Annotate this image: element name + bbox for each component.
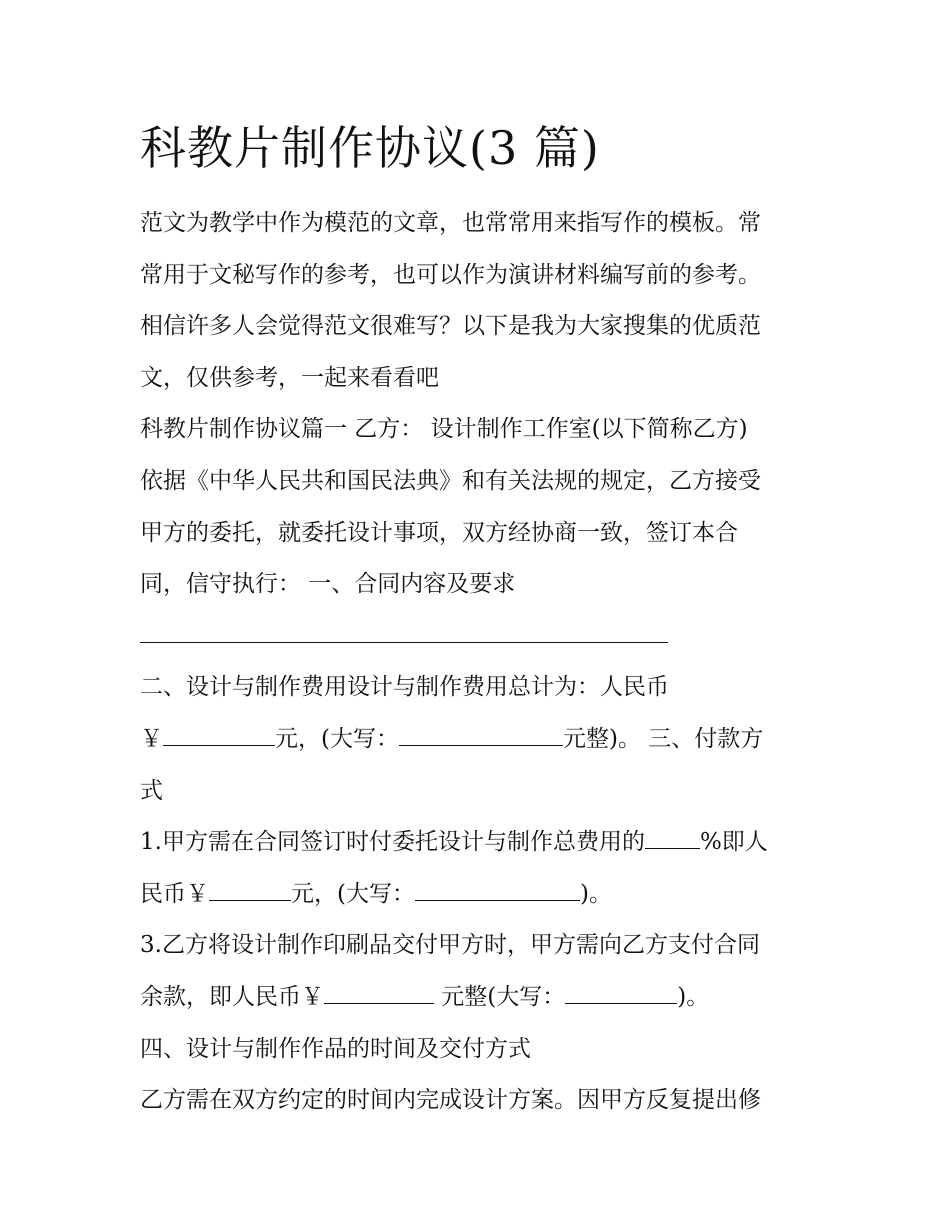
body-line: 同，信守执行： 一、合同内容及要求 <box>140 571 516 598</box>
item3-cont-prefix: 余款，即人民币￥ <box>140 983 324 1010</box>
item3-daxie-blank <box>565 981 677 1004</box>
fee-prefix: ￥ <box>140 725 163 752</box>
item1-cont-middle: 元，(大写： <box>291 880 415 907</box>
item3-amount-blank <box>324 981 434 1004</box>
body-line: 文，仅供参考，一起来看看吧 <box>140 364 439 391</box>
item1-cont-prefix: 民币￥ <box>140 880 209 907</box>
document-body <box>140 198 820 1127</box>
body-line: 相信许多人会觉得范文很难写？以下是我为大家搜集的优质范 <box>140 313 761 340</box>
fee-tail-line: 式 <box>140 777 163 804</box>
fee-suffix: 元整)。 三、付款方 <box>562 725 764 752</box>
payment-item-1-cont <box>140 869 820 921</box>
body-line: 乙方需在双方约定的时间内完成设计方案。因甲方反复提出修 <box>140 1087 761 1114</box>
payment-item-1 <box>140 817 820 869</box>
item1-cont-suffix: )。 <box>579 880 612 907</box>
fee-daxie-blank <box>399 723 563 746</box>
contract-content-blank <box>140 620 668 643</box>
fee-amount-line <box>140 714 820 766</box>
item1-daxie-blank <box>415 878 580 901</box>
fee-line: 二、设计与制作费用设计与制作费用总计为：人民币 <box>140 674 669 701</box>
body-line: 常用于文秘写作的参考，也可以作为演讲材料编写前的参考。 <box>140 261 761 288</box>
item1-amount-blank <box>209 878 291 901</box>
body-line: 范文为教学中作为模范的文章，也常常用来指写作的模板。常 <box>140 210 761 236</box>
body-line: 科教片制作协议篇一 乙方： 设计制作工作室(以下简称乙方) <box>140 416 748 443</box>
item3-cont-suffix: )。 <box>677 983 710 1010</box>
item1-prefix: 1.甲方需在合同签订时付委托设计与制作总费用的 <box>140 829 645 856</box>
section-4-heading: 四、设计与制作作品的时间及交付方式 <box>140 1035 531 1062</box>
item3-cont-middle: 元整(大写： <box>434 983 566 1010</box>
item1-suffix: %即人 <box>699 829 768 856</box>
body-line: 依据《中华人民共和国民法典》和有关法规的规定，乙方接受 <box>140 467 761 494</box>
fee-amount-blank <box>163 723 275 746</box>
percent-blank <box>645 826 700 849</box>
contract-content-blank-line <box>140 611 820 663</box>
body-line: 甲方的委托，就委托设计事项，双方经协商一致，签订本合 <box>140 519 738 546</box>
fee-middle: 元，(大写： <box>275 725 399 752</box>
payment-item-3: 3.乙方将设计制作印刷品交付甲方时，甲方需向乙方支付合同 <box>140 932 760 959</box>
payment-item-3-cont <box>140 972 820 1024</box>
document-title: 科教片制作协议(3 篇) <box>140 121 600 175</box>
